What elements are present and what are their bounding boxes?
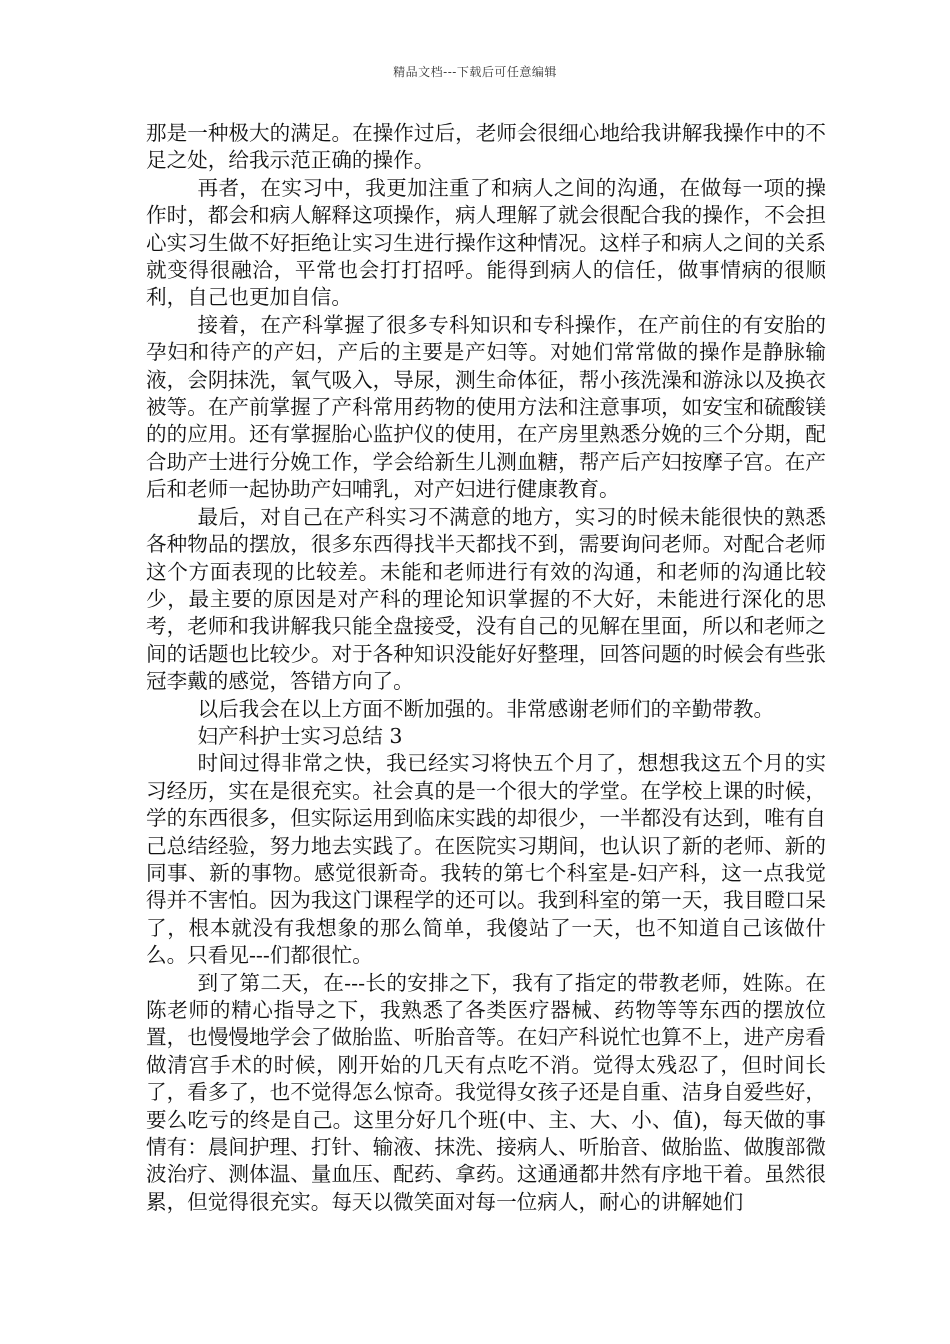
paragraph-communication: 再者，在实习中，我更加注重了和病人之间的沟通，在做每一项的操作时，都会和病人解释这项操作，病人理解了就会很配合我的操作，不会担心实习生做不好拒绝让实习生进行操作这种情况。这样子和病人之间的关系就变得很融洽，平常也会打打招呼。能得到病人的信任，做事情病的很顺利，自己也更加自信。 (146, 175, 826, 310)
paragraph-second-day: 到了第二天，在---长的安排之下，我有了指定的带教老师，姓陈。在陈老师的精心指导之下，我熟悉了各类医疗器械、药物等等东西的摆放位置，也慢慢地学会了做胎监、听胎音等。在妇产科说忙也算不上，进产房看做清宫手术的时候，刚开始的几天有点吃不消。觉得太残忍了，但时间长了，看多了，也不觉得怎么惊奇。我觉得女孩子还是自重、洁身自爱些好，要么吃亏的终是自己。这里分好几个班(中、主、大、小、值)，每天做的事情有：晨间护理、打针、输液、抹洗、接病人、听胎音、做胎监、做腹部微波治疗、测体温、量血压、配药、拿药。这通通都井然有序地干着。虽然很累，但觉得很充实。每天以微笑面对每一位病人，耐心的讲解她们 (146, 970, 826, 1214)
paragraph-closing: 以后我会在以上方面不断加强的。非常感谢老师们的辛勤带教。 (197, 696, 775, 721)
document-body (146, 120, 826, 1216)
paragraph-summary-intro: 时间过得非常之快，我已经实习将快五个月了，想想我这五个月的实习经历，实在是很充实。社会真的是一个很大的学堂。在学校上课的时候，学的东西很多，但实际运用到临床实践的却很少，一半都没有达到，唯有自己总结经验，努力地去实践了。在医院实习期间，也认识了新的老师、新的同事、新的事物。感觉很新奇。我转的第七个科室是-妇产科，这一点我觉得并不害怕。因为我这门课程学的还可以。我到科室的第一天，我目瞪口呆了，根本就没有我想象的那么简单，我傻站了一天，也不知道自己该做什么。只看见---们都很忙。 (146, 751, 826, 968)
section-heading: 妇产科护士实习总结 3 (197, 723, 403, 748)
paragraph-obstetric-skills: 接着，在产科掌握了很多专科知识和专科操作，在产前住的有安胎的孕妇和待产的产妇，产后的主要是产妇等。对她们常常做的操作是静脉输液，会阴抹洗，氧气吸入，导尿，测生命体征，帮小孩洗澡和游泳以及换衣被等。在产前掌握了产科常用药物的使用方法和注意事项，如安宝和硫酸镁的的应用。还有掌握胎心监护仪的使用，在产房里熟悉分娩的三个分期，配合助产士进行分娩工作，学会给新生儿测血糖，帮产后产妇按摩子宫。在产后和老师一起协助产妇哺乳，对产妇进行健康教育。 (146, 312, 826, 502)
page-header: 精品文档---下载后可任意编辑 (393, 65, 557, 79)
paragraph-shortcomings: 最后，对自己在产科实习不满意的地方，实习的时候未能很快的熟悉各种物品的摆放，很多东西得找半天都找不到，需要询问老师。对配合老师这个方面表现的比较差。未能和老师进行有效的沟通，和老师的沟通比较少，最主要的原因是对产科的理论知识掌握的不大好，未能进行深化的思考，老师和我讲解我只能全盘接受，没有自己的见解在里面，所以和老师之间的话题也比较少。对于各种知识没能好好整理，回答问题的时候会有些张冠李戴的感觉，答错方向了。 (146, 504, 826, 694)
paragraph-continuation: 那是一种极大的满足。在操作过后，老师会很细心地给我讲解我操作中的不足之处，给我示范正确的操作。 (146, 121, 826, 173)
